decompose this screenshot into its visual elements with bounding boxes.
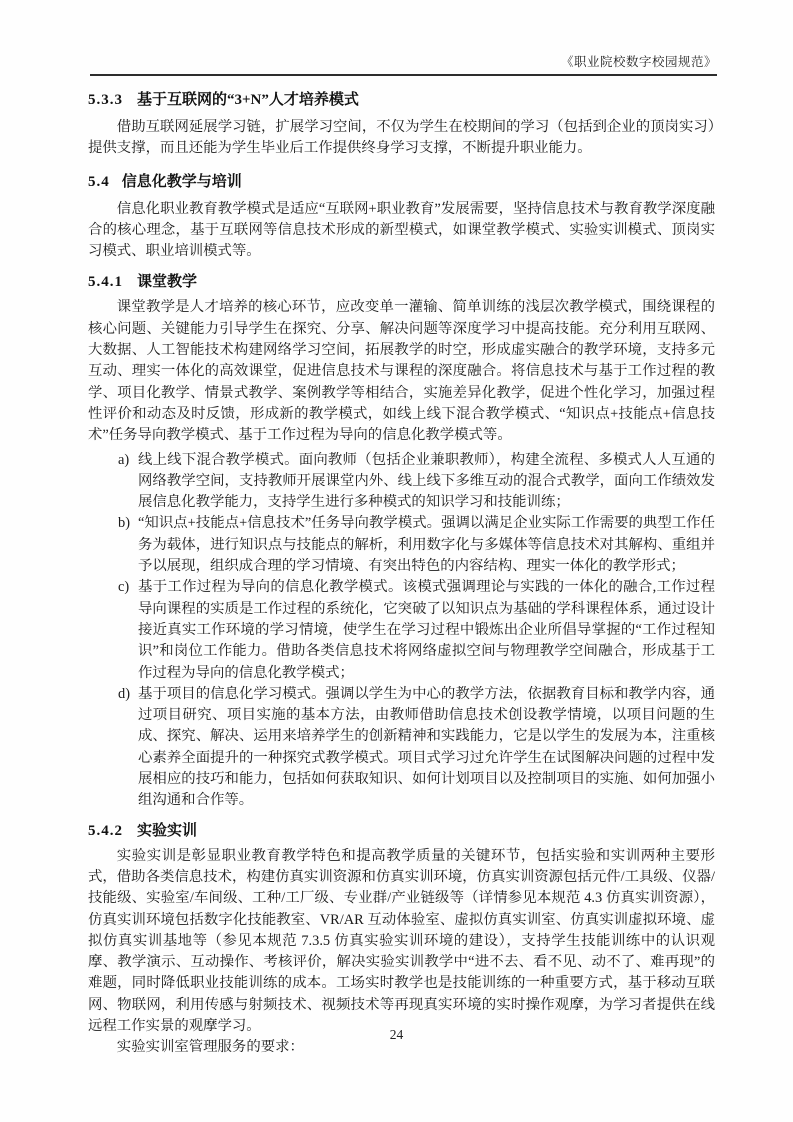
paragraph-requirements-lead: 实验实训室管理服务的要求： bbox=[116, 1039, 304, 1056]
paragraph-5-4-2: 实验实训是彰显职业教育教学特色和提高教学质量的关键环节，包括实验和实训两种主要形式，借助各类信息技术，构建仿真实训资源和仿真实训环境，仿真实训资源包括元件/工具级、仪器/技能级、实验室/车间级、工种/工厂级、专业群/产业链级等（详情参见本规范 4.3 仿真实训资源），仿真实训环境包括数字化技能教室、VR/AR 互动体验室、虚拟仿真实训室、仿真实训虚拟环境、虚拟仿真实训基地等（参见本规范 7.3.5 仿真实验实训环境的建设），支持学生技能训练中的认识观摩、教学演示、互动操作、考核评价，解决实验实训教学中“进不去、看不见、动不了、难再现”的难题，同时降低职业技能训练的成本。工场实时教学也是技能训练的一种重要方式，基于移动互联网、物联网，利用传感与射频技术、视频技术等再现真实环境的实时操作观摩，为学习者提供在线远程工作实景的观摩学习。 bbox=[88, 847, 715, 1034]
list-item-c bbox=[118, 577, 715, 683]
list-item-d bbox=[118, 684, 715, 812]
page-header bbox=[90, 0, 717, 76]
page-content bbox=[88, 84, 715, 1059]
heading-5-3-3 bbox=[88, 90, 715, 110]
heading-5-4-1 bbox=[88, 272, 715, 292]
heading-number: 5.3.3 bbox=[88, 92, 123, 108]
page-number: 24 bbox=[389, 1027, 404, 1042]
heading-number: 5.4.1 bbox=[88, 274, 123, 291]
paragraph-5-3-3: 借助互联网延展学习链，扩展学习空间，不仅为学生在校期间的学习（包括到企业的顶岗实习）提供支撑，而且还能为学生毕业后工作提供终身学习支撑，不断提升职业能力。 bbox=[88, 119, 715, 157]
list-item-a bbox=[118, 450, 715, 514]
list-item-text: 线上线下混合教学模式。面向教师（包括企业兼职教师），构建全流程、多模式人人互通的网络教学空间，支持教师开展课堂内外、线上线下多维互动的混合式教学，面向工作绩效发展信息化教学能力，支持学生进行多种模式的知识学习和技能训练； bbox=[138, 451, 715, 511]
header-rule bbox=[90, 74, 717, 76]
heading-number: 5.4.2 bbox=[88, 822, 123, 839]
list-item-b bbox=[118, 513, 715, 577]
list-marker: d) bbox=[118, 685, 130, 702]
page-footer bbox=[0, 1026, 793, 1044]
teaching-mode-list bbox=[88, 450, 715, 812]
list-marker: b) bbox=[118, 515, 130, 532]
heading-text: 信息化教学与培训 bbox=[121, 173, 242, 190]
heading-text: 基于互联网的“3+N”人才培养模式 bbox=[137, 92, 359, 108]
list-marker: c) bbox=[118, 579, 130, 596]
heading-number: 5.4 bbox=[88, 173, 110, 190]
list-item-text: 基于项目的信息化学习模式。强调以学生为中心的教学方法，依据教育目标和教学内容，通过项目研究、项目实施的基本方法，由教师借助信息技术创设教学情境，以项目问题的生成、探究、解决、运用来培养学生的创新精神和实践能力，它是以学生的发展为本，注重核心素养全面提升的一种探究式教学模式。项目式学习过允许学生在试图解决问题的过程中发展相应的技巧和能力，包括如何获取知识、如何计划项目以及控制项目的实施、如何加强小组沟通和合作等。 bbox=[138, 685, 715, 809]
running-title: 《职业院校数字校园规范》 bbox=[560, 55, 717, 69]
heading-text: 课堂教学 bbox=[137, 274, 198, 291]
paragraph-5-4: 信息化职业教育教学模式是适应“互联网+职业教育”发展需要，坚持信息技术与教育教学深度融合的核心理念，基于互联网等信息技术形成的新型模式，如课堂教学模式、实验实训模式、顶岗实习模式、职业培训模式等。 bbox=[88, 200, 715, 260]
heading-text: 实验实训 bbox=[137, 822, 198, 839]
paragraph-5-4-1: 课堂教学是人才培养的核心环节，应改变单一灌输、简单训练的浅层次教学模式，围绕课程的核心问题、关键能力引导学生在探究、分享、解决问题等深度学习中提高技能。充分利用互联网、大数据、人工智能技术构建网络学习空间，拓展教学的时空，形成虚实融合的教学环境，支持多元互动、理实一体化的高效课堂，促进信息技术与课程的深度融合。将信息技术与基于工作过程的教学、项目化教学、情景式教学、案例教学等相结合，实施差异化教学，促进个性化学习，加强过程性评价和动态及时反馈，形成新的教学模式，如线上线下混合教学模式、“知识点+技能点+信息技术”任务导向教学模式、基于工作过程为导向的信息化教学模式等。 bbox=[88, 299, 715, 444]
heading-5-4-2 bbox=[88, 821, 715, 841]
list-item-text: 基于工作过程为导向的信息化教学模式。该模式强调理论与实践的一体化的融合,工作过程导向课程的实质是工作过程的系统化，它突破了以知识点为基础的学科课程体系，通过设计接近真实工作环境的学习情境，使学生在学习过程中锻炼出企业所倡导掌握的“工作过程知识”和岗位工作能力。借助各类信息技术将网络虚拟空间与物理教学空间融合，形成基于工作过程为导向的信息化教学模式； bbox=[138, 579, 715, 681]
list-marker: a) bbox=[118, 451, 130, 468]
list-item-text: “知识点+技能点+信息技术”任务导向教学模式。强调以满足企业实际工作需要的典型工作任务为载体，进行知识点与技能点的解析，利用数字化与多媒体等信息技术对其解构、重组并予以展现，组织成合理的学习情境、有突出特色的内容结构、理实一体化的教学形式； bbox=[138, 515, 715, 575]
heading-5-4 bbox=[88, 172, 715, 192]
